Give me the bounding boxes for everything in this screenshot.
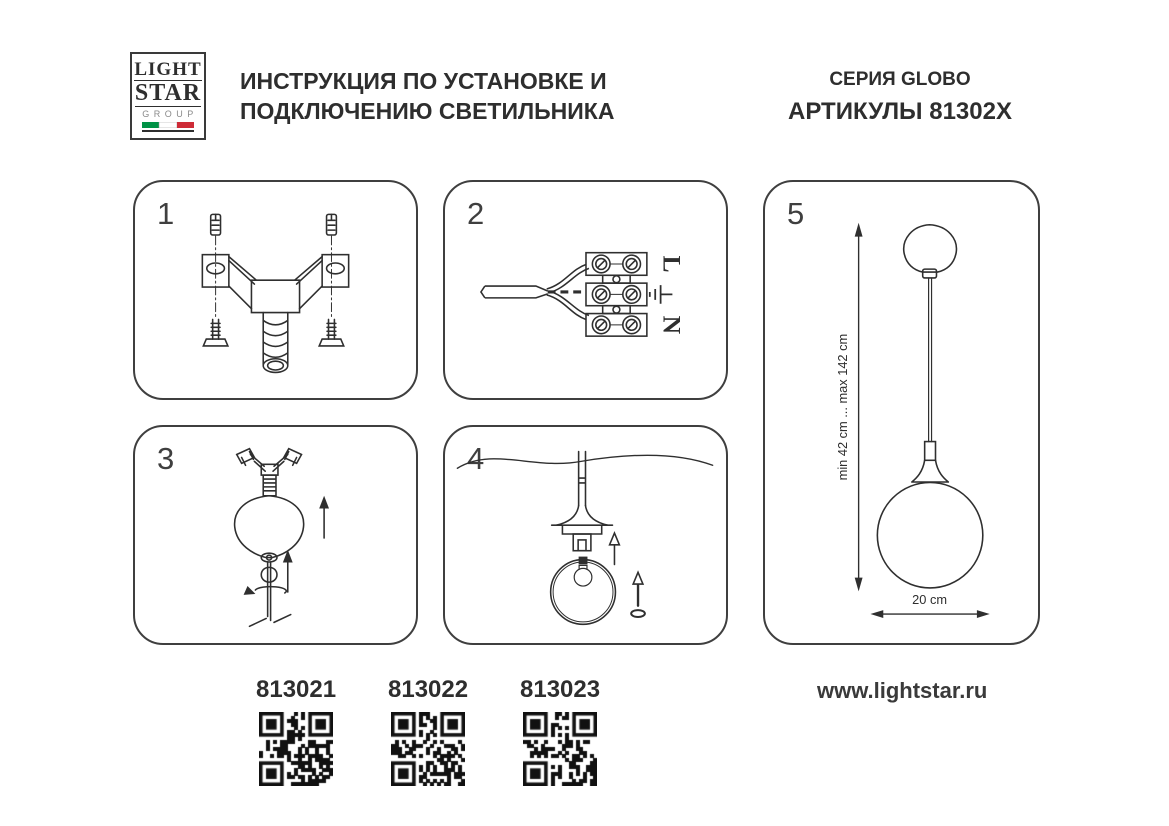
cord-icon xyxy=(929,278,932,442)
wiring-diagram xyxy=(445,182,726,398)
lamp-dimensions-diagram xyxy=(765,182,1038,643)
height-dimension-label: min 42 cm ... max 142 cm xyxy=(834,333,850,481)
logo-star-text: STAR xyxy=(134,80,202,106)
terminal-block-icon xyxy=(586,253,647,336)
mini-bracket-icon xyxy=(237,449,302,496)
articles-label: АРТИКУЛЫ 81302X xyxy=(788,98,1012,125)
wall-anchor-left-icon xyxy=(211,214,221,235)
cone-holder-icon xyxy=(912,442,948,482)
article-number-1: 813021 xyxy=(256,676,337,703)
lightstar-logo xyxy=(130,52,206,140)
up-arrow-outline-icon xyxy=(610,533,620,564)
panel-step-2 xyxy=(443,180,728,400)
series-block xyxy=(775,69,1025,126)
screw-right-icon xyxy=(319,319,344,346)
title-line-1: ИНСТРУКЦИЯ ПО УСТАНОВКЕ И xyxy=(240,68,607,94)
locking-nut-icon xyxy=(261,567,277,582)
screw-left-icon xyxy=(203,319,228,346)
title-line-2: ПОДКЛЮЧЕНИЮ СВЕТИЛЬНИКА xyxy=(240,98,615,124)
rotate-arrow-icon xyxy=(244,586,287,595)
bracket-arms-icon xyxy=(229,257,322,313)
threaded-tube-icon xyxy=(263,313,288,373)
mounting-bracket-diagram xyxy=(135,182,416,398)
step-2-number: 2 xyxy=(467,196,485,231)
up-arrow-large-icon xyxy=(319,496,329,538)
centerline-icon xyxy=(216,236,332,318)
article-number-3: 813023 xyxy=(520,676,601,703)
step-5-number: 5 xyxy=(787,196,805,231)
logo-group-text: GROUP xyxy=(142,109,198,119)
ceiling-cup-icon xyxy=(235,496,304,562)
width-dimension-icon xyxy=(870,610,989,618)
globe-shade-icon xyxy=(877,482,982,587)
step-1-number: 1 xyxy=(157,196,175,231)
wire-neutral-icon xyxy=(547,291,589,319)
step-4-number: 4 xyxy=(467,441,485,476)
live-label: L xyxy=(657,255,687,273)
website-url: www.lightstar.ru xyxy=(817,678,988,703)
neutral-label: N xyxy=(657,315,687,335)
panel-step-1 xyxy=(133,180,418,400)
mains-cable-icon xyxy=(481,264,589,319)
suspension-socket-icon xyxy=(552,452,613,551)
logo-light-text: LIGHT xyxy=(134,59,202,80)
step-3-number: 3 xyxy=(157,441,175,476)
page-title xyxy=(240,66,614,126)
bracket-plates-icon xyxy=(202,255,348,287)
earth-symbol-icon xyxy=(650,285,673,304)
globe-attachment-diagram xyxy=(445,427,726,643)
qr-code-813022 xyxy=(391,712,465,786)
glass-globe-icon xyxy=(551,557,616,625)
height-dimension-icon xyxy=(855,223,863,592)
wire-live-icon xyxy=(547,264,589,292)
panel-step-4 xyxy=(443,425,728,645)
width-dimension-label: 20 cm xyxy=(912,592,948,608)
series-label: СЕРИЯ GLOBO xyxy=(829,69,971,90)
qr-code-813021 xyxy=(259,712,333,786)
up-arrow-small-icon xyxy=(283,550,293,592)
panel-step-5 xyxy=(763,180,1040,645)
article-number-2: 813022 xyxy=(388,676,469,703)
threaded-rod-icon xyxy=(268,562,271,620)
canopy-icon xyxy=(904,225,957,278)
panel-step-3 xyxy=(133,425,418,645)
italian-flag-icon xyxy=(142,122,194,132)
up-arrow-ring-icon xyxy=(631,572,645,617)
bulb-icon xyxy=(574,565,592,586)
wall-anchor-right-icon xyxy=(327,214,337,235)
canopy-mounting-diagram xyxy=(135,427,416,643)
qr-code-813023 xyxy=(523,712,597,786)
